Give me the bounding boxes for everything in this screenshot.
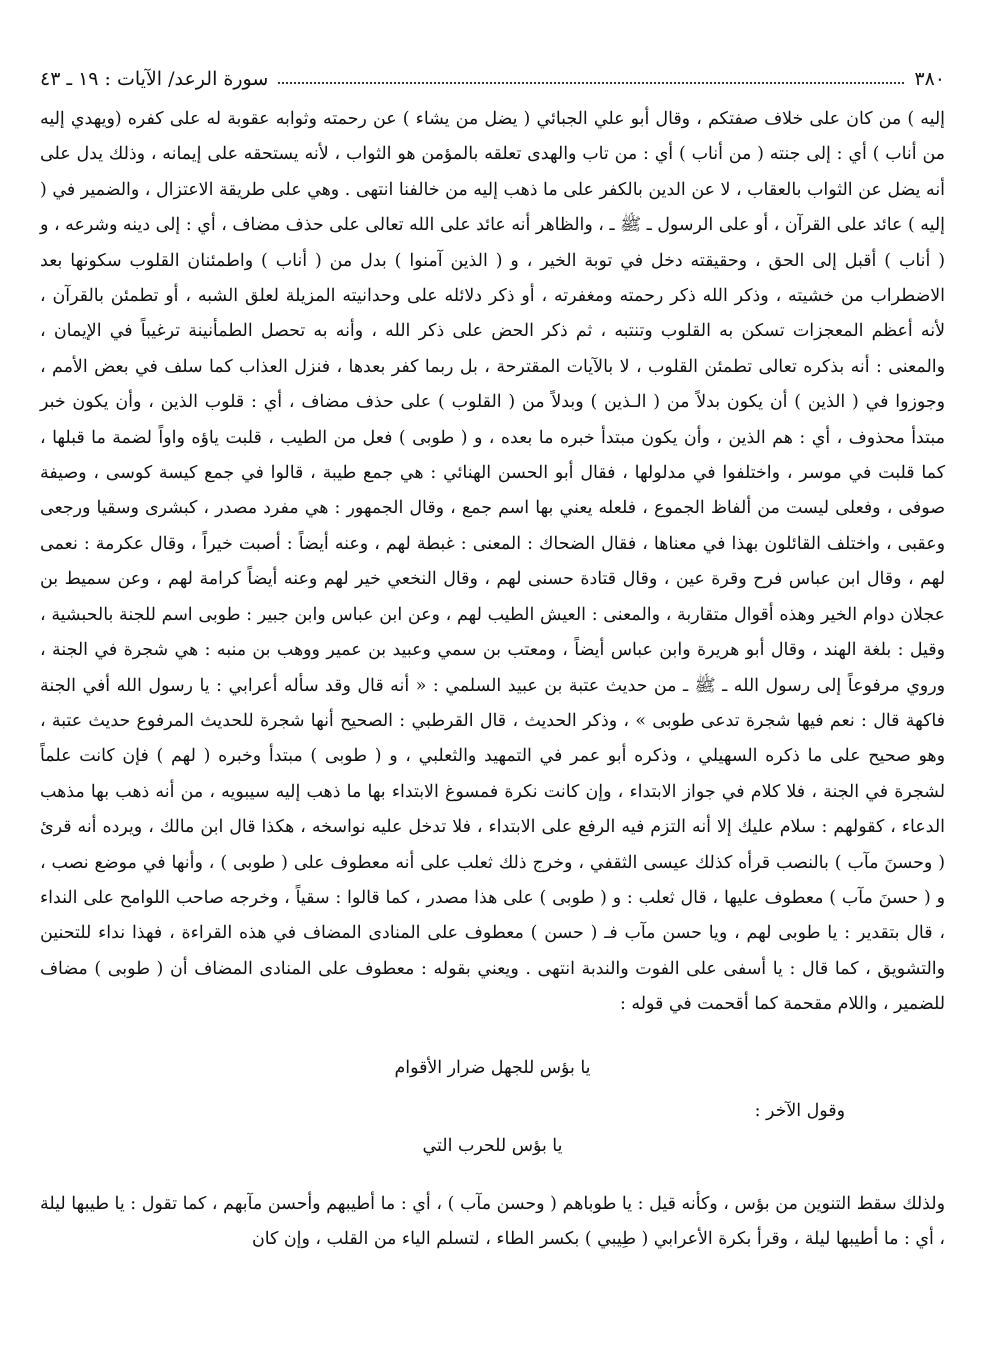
page-number: ٣٨٠: [914, 68, 945, 90]
commentary-body: [40, 102, 945, 1258]
paragraph-continuation: ولذلك سقط التنوين من بؤس ، وكأنه قيل : يا طوباهم ( وحسن مآب ) ، أي : ما أطيبهم وأحسن مآبهم ، كما تقول : يا طيبها ليلة ، أي : ما أطيبها ليلة ، وقرأ بكرة الأعرابي ( طِيبي ) بكسر الطاء ، لتسلم الياء من القلب ، وإن كان: [40, 1193, 945, 1250]
poetry-verse-2: يا بؤس للحرب التي: [422, 1136, 563, 1157]
surah-reference: سورة الرعد/ الآيات : ١٩ ـ ٤٣: [40, 68, 269, 90]
page-header: [40, 60, 945, 90]
paragraph-main: إليه ) من كان على خلاف صفتكم ، وقال أبو علي الجبائي ( يضل من يشاء ) عن رحمته وثوابه عقوبة له على كفره (ويهدي إليه من أناب ) أي : إلى جنته ( من أناب ) أي : من تاب والهدى تعلقه بالمؤمن هو الثواب ، لأنه يستحقه على إيمانه ، وذلك يدل على أنه يضل عن الثواب بالعقاب ، لا عن الدين بالكفر على ما ذهب إليه من خالفنا انتهى . وهي على طريقة الاعتزال ، والضمير في ( إليه ) عائد على القرآن ، أو على الرسول ـ ﷺ ـ ، والظاهر أنه عائد على الله تعالى على حذف مضاف ، أي : إلى دينه وشرعه ، و ( أناب ) أقبل إلى الحق ، وحقيقته دخل في توبة الخير ، و ( الذين آمنوا ) بدل من ( أناب ) واطمئنان القلوب سكونها بعد الاضطراب من خشيته ، وذكر الله ذكر رحمته ومغفرته ، أو ذكر دلائله على وحدانيته المزيلة لعلق الشبه ، أو تطمئن بالقرآن ، لأنه أعظم المعجزات تسكن به القلوب وتنتبه ، ثم ذكر الحض على ذكر الله ، وأنه به تحصل الطمأنينة ترغيباً في الإيمان ، والمعنى : أنه بذكره تعالى تطمئن القلوب ، لا بالآيات المقترحة ، بل ربما كفر بعدها ، فنزل العذاب كما سلف في بعض الأمم ، وجوزوا في ( الذين ) أن يكون بدلاً من ( الـذين ) وبدلاً من ( القلوب ) على حذف مضاف ، أي : قلوب الذين ، وأن يكون خبر مبتدأ محذوف ، أي : هم الذين ، وأن يكون مبتدأ خبره ما بعده ، و ( طوبى ) فعل من الطيب ، قلبت ياؤه واواً لضمة ما قبلها ، كما قلبت في موسر ، واختلفوا في مدلولها ، فقال أبو الحسن الهنائي : هي جمع طيبة ، قالوا في جمع كيسة كوسى ، وصيفة صوفى ، وفعلى ليست من ألفاظ الجموع ، فلعله يعني بها اسم جمع ، وقال الجمهور : هي مفرد مصدر ، كبشرى وسقيا ورجعى وعقبى ، واختلف القائلون بهذا في معناها ، فقال الضحاك : المعنى : غبطة لهم ، وعنه أيضاً : أصبت خيراً ، وقال عكرمة : نعمى لهم ، وقال ابن عباس فرح وقرة عين ، وقال قتادة حسنى لهم ، وقال النخعي خير لهم وعنه أيضاً كرامة لهم ، وعن سميط بن عجلان دوام الخير وهذه أقوال متقاربة ، والمعنى : العيش الطيب لهم ، وعن ابن عباس وابن جبير : طوبى اسم للجنة بالحبشية ، وقيل : بلغة الهند ، وقال أبو هريرة وابن عباس أيضاً ، ومعتب بن سمي وعبيد بن عمير ووهب بن منبه : هي شجرة في الجنة ، وروي مرفوعاً إلى رسول الله ـ ﷺ ـ من حديث عتبة بن عبيد السلمي : « أنه قال وقد سأله أعرابي : يا رسول الله أفي الجنة فاكهة قال : نعم فيها شجرة تدعى طوبى » ، وذكر الحديث ، قال القرطبي : الصحيح أنها شجرة للحديث المرفوع حديث عتبة ، وهو صحيح على ما ذكره السهيلي ، وذكره أبو عمر في التمهيد والثعلبي ، و ( طوبى ) مبتدأ وخبره ( لهم ) فإن كانت علماً لشجرة في الجنة ، فلا كلام في جواز الابتداء ، وإن كانت نكرة فمسوغ الابتداء بها ما ذهب إليه سيبويه ، من أنه ذهب بها مذهب الدعاء ، كقولهم : سلام عليك إلا أنه التزم فيه الرفع على الابتداء ، فلا تدخل عليه نواسخه ، هكذا قال ابن مالك ، ويرده أنه قرئ ( وحسنَ مآب ) بالنصب قرأه كذلك عيسى الثقفي ، وخرج ذلك ثعلب على أنه معطوف على ( طوبى ) ، وأنها في موضع نصب ، و ( حسنَ مآب ) معطوف عليها ، قال ثعلب : و ( طوبى ) على هذا مصدر ، كما قالوا : سقياً ، وخرجه صاحب اللوامح على النداء ، قال بتقدير : يا طوبى لهم ، ويا حسن مآب فـ ( حسن ) معطوف على المنادى المضاف في هذه القراءة ، فهذا نداء للتحنين والتشويق ، كما قال : يا أسفى على الفوت والندبة انتهى . ويعني بقوله : معطوف على المنادى المضاف أن ( طوبى ) مضاف للضمير ، واللام مقحمة كما أقحمت في قوله :: [40, 109, 946, 1015]
other-saying-label: وقول الآخر :: [754, 1100, 845, 1121]
poetry-verse-1: يا بؤس للجهل ضرار الأقوام: [394, 1057, 591, 1078]
header-dotted-leader: [278, 81, 904, 84]
